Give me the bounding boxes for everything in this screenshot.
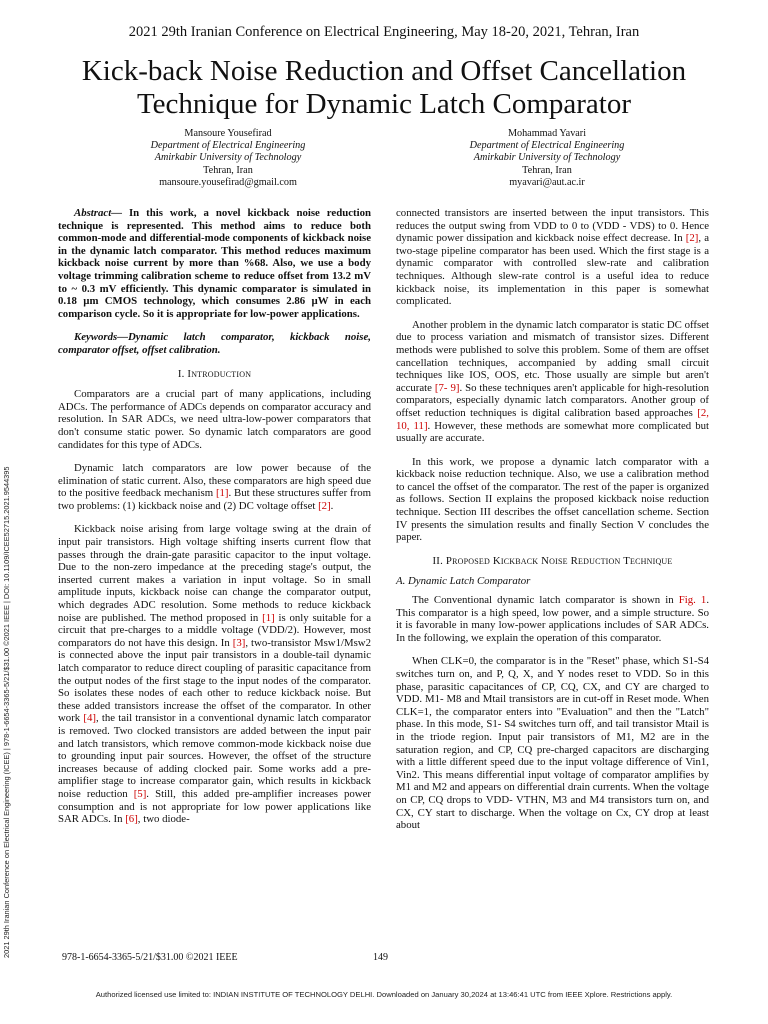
side-doi-text: 2021 29th Iranian Conference on Electrical Engineering (ICEE) | 978-1-6654-3365-5/21/$31.00 ©2021 IEEE | DOI: 10.1109/ICEE52715.2021.9544395 — [2, 466, 11, 958]
author-2 — [407, 128, 687, 189]
conference-header: 2021 29th Iranian Conference on Electrical Engineering, May 18-20, 2021, Tehran, Iran — [128, 24, 640, 40]
paragraph: Dynamic latch comparators are low power because of the elimination of static current. Also, these comparators are high speed due to the positive feedback mechanism [1]. But these structures suffer from two problems: (1) kickback noise and (2) DC voltage offset [2]. — [58, 462, 371, 512]
citation-link[interactable]: [6] — [125, 813, 138, 826]
paragraph: Kickback noise arising from large voltage swing at the drain of input pair transistors. High voltage shifting inserts current flow that passes through the drain-gate parasitic capacitor to the input voltage. Due to the non-zero impedance at the preceding stage's output, the inserted current makes a variation in input voltage. So in small amplitude inputs, kickback noise can change the comparator output, which degrades ADC resolution. Some methods to reduce kickback noise are published. The method proposed in [1] is only suitable for a circuit that pre-charges to a middle voltage (VDD/2). However, most comparators do not have this design. In [3], two-transistor Msw1/Msw2 is connected above the input pair transistors in a double-tail dynamic latch comparator to reduce direct coupling of parasitic capacitance from the output nodes of the first stage to the input nodes of the comparator. So isolates these nodes of each other to reduce kickback noise. But these added transistors increase the offset of the comparator. In other work [4], the tail transistor in a conventional dynamic latch comparator is removed. Two clocked transistors are added between the input pair and latch transistors, which remove common-mode kickback noise due to grounding input pair sources. However, the offset of the structure increases because of adding clocked pair. Some works add a pre-amplifier stage to increase comparator gain, which results in kickback noise reduction [5]. Still, this added pre-amplifier increases power consumption and is not appropriate for low power applications like SAR ADCs. In [6], two diode- — [58, 523, 372, 826]
right-column — [396, 207, 709, 838]
paragraph: Comparators are a crucial part of many applications, including ADCs. The performance of ADCs depends on comparator accuracy and resolution. In SAR ADCs, we need ultra-low-power comparators that don't consume static power. So dynamic latch comparators are good candidates for this type of ADCs. — [58, 388, 371, 451]
author-email[interactable]: mansoure.yousefirad@gmail.com — [159, 176, 297, 188]
figure-link[interactable]: Fig. 1 — [678, 594, 707, 607]
author-email[interactable]: myavari@aut.ac.ir — [509, 176, 585, 188]
author-dept: Department of Electrical Engineering — [469, 140, 625, 152]
subsection-heading: A. Dynamic Latch Comparator — [396, 575, 531, 588]
citation-link[interactable]: [2] — [685, 232, 699, 245]
citation-link[interactable]: [7- 9] — [434, 381, 460, 394]
citation-link[interactable]: [1] — [262, 611, 275, 624]
citation-link[interactable]: [1] — [215, 487, 229, 500]
paper-title — [30, 55, 738, 121]
author-name: Mohammad Yavari — [507, 128, 587, 139]
author-dept: Department of Electrical Engineering — [150, 140, 306, 152]
citation-link[interactable]: [4] — [83, 712, 96, 725]
title-line-2: Technique for Dynamic Latch Comparator — [136, 88, 631, 120]
paragraph: connected transistors are inserted between the input transistors. This reduces the output swing from VDD to 0 to (VDD - VDS) to 0. Hence dynamic power dissipation and kickback noise effect decrease. In [2], a two-stage pipeline comparator has been used. Which the first stage is a dynamic comparator with controlled slew-rate and calibration techniques. Although slew-rate control is a useful idea to reduce kickback noise, its implementation in this paper is somewhat complicated. — [396, 207, 709, 308]
section-heading-proposed: II. Proposed Kickback Noise Reduction Technique — [432, 554, 673, 567]
author-city: Tehran, Iran — [203, 164, 253, 176]
citation-link[interactable]: [3] — [232, 636, 246, 649]
citation-link[interactable]: [2, 10, 11] — [396, 406, 709, 432]
left-column — [58, 207, 371, 837]
paragraph: The Conventional dynamic latch comparator is shown in Fig. 1. This comparator is a high speed, low power, and a simple structure. So it is favorable in many low-power applications includes of SAR ADCs. In the following, we explain the operation of this comparator. — [396, 594, 710, 644]
citation-link[interactable]: [2] — [318, 499, 331, 512]
author-name: Mansoure Yousefirad — [184, 128, 272, 139]
keywords: Keywords—Dynamic latch comparator, kickback noise, comparator offset, offset calibration. — [58, 331, 371, 356]
footer-isbn: 978-1-6654-3365-5/21/$31.00 ©2021 IEEE — [62, 952, 238, 963]
paragraph: In this work, we propose a dynamic latch comparator with a kickback noise reduction technique. Also, we use a calibration method to cancel the offset of the comparator. The rest of the paper is organized as follows. Section II explains the proposed kickback noise reduction technique. Section III describes the offset cancellation scheme. Section IV presents the simulation results and finally Section V concludes the paper. — [396, 455, 709, 544]
citation-link[interactable]: [5] — [133, 787, 147, 800]
abstract-label: Abstract— — [74, 207, 122, 219]
title-line-1: Kick-back Noise Reduction and Offset Cancellation — [81, 55, 687, 87]
page-number: 149 — [373, 952, 388, 963]
section-heading-introduction: I. Introduction — [177, 367, 252, 380]
license-notice: Authorized licensed use limited to: INDIAN INSTITUTE OF TECHNOLOGY DELHI. Downloaded on January 30,2024 at 13:46:41 UTC from IEEE Xplore. Restrictions apply. — [95, 990, 673, 999]
abstract-text: In this work, a novel kickback noise reduction technique is represented. This method aims to reduce both common-mode and differential-mode components of kickback noise in the dynamic latch comparator. This method reduces maximum kickback noise current by more than %68. Also, we use a body voltage trimming calibration scheme to reduce offset from 13.2 mV to ~ 0.3 mV efficiently. This dynamic comparator is simulated in 0.18 µm CMOS technology, which consumes 2.86 µW in each comparison cycle. So it is appropriate for low-power applications. — [58, 207, 371, 320]
paragraph: When CLK=0, the comparator is in the "Reset" phase, which S1-S4 switches turn on, and P, Q, X, and Y nodes reset to VDD. So in this phase, parasitic capacitances of CP, CQ, CX, and CY are charged to VDD. M1- M8 and Mtail transistors are in cut-off in Reset mode. When CLK=1, the comparator enters into "Evaluation" and then the "Latch" phase. In this mode, S1- S4 switches turn off, and tail transistor Mtail is in the triode region. Input pair transistors of M1, M2 are in the saturation region, and CP, CQ pre-charged capacitors are discharging with a little different speed due to the input voltage difference of Vin1, Vin2. This means differential input voltage of comparator amplifies by M1 and M2 and appears on differential drain currents. When the voltage on CP, CQ drops to VDD- VTHN, M3 and M4 transistors turn on, and CX, CY start to discharge. When the voltage on Cx, CY drop at least about — [396, 655, 709, 832]
author-univ: Amirkabir University of Technology — [154, 152, 302, 164]
author-1 — [88, 128, 368, 189]
paragraph: Another problem in the dynamic latch comparator is static DC offset due to process variation and mismatch of transistor sizes. Different methods were published to solve this problem. Some of them are offset cancellation techniques, accompanied by adding small circuit techniques like IOS, OOS, etc. Those usually are simple but aren't accurate [7- 9]. So these techniques aren't applicable for high-resolution comparators, especially dynamic latch comparators. Another group of offset reduction techniques is digital calibration based approaches [2, 10, 11]. However, these methods are somewhat more complicated but usually are accurate. — [396, 318, 709, 445]
author-city: Tehran, Iran — [522, 164, 572, 176]
abstract — [58, 207, 371, 320]
author-univ: Amirkabir University of Technology — [473, 152, 621, 164]
